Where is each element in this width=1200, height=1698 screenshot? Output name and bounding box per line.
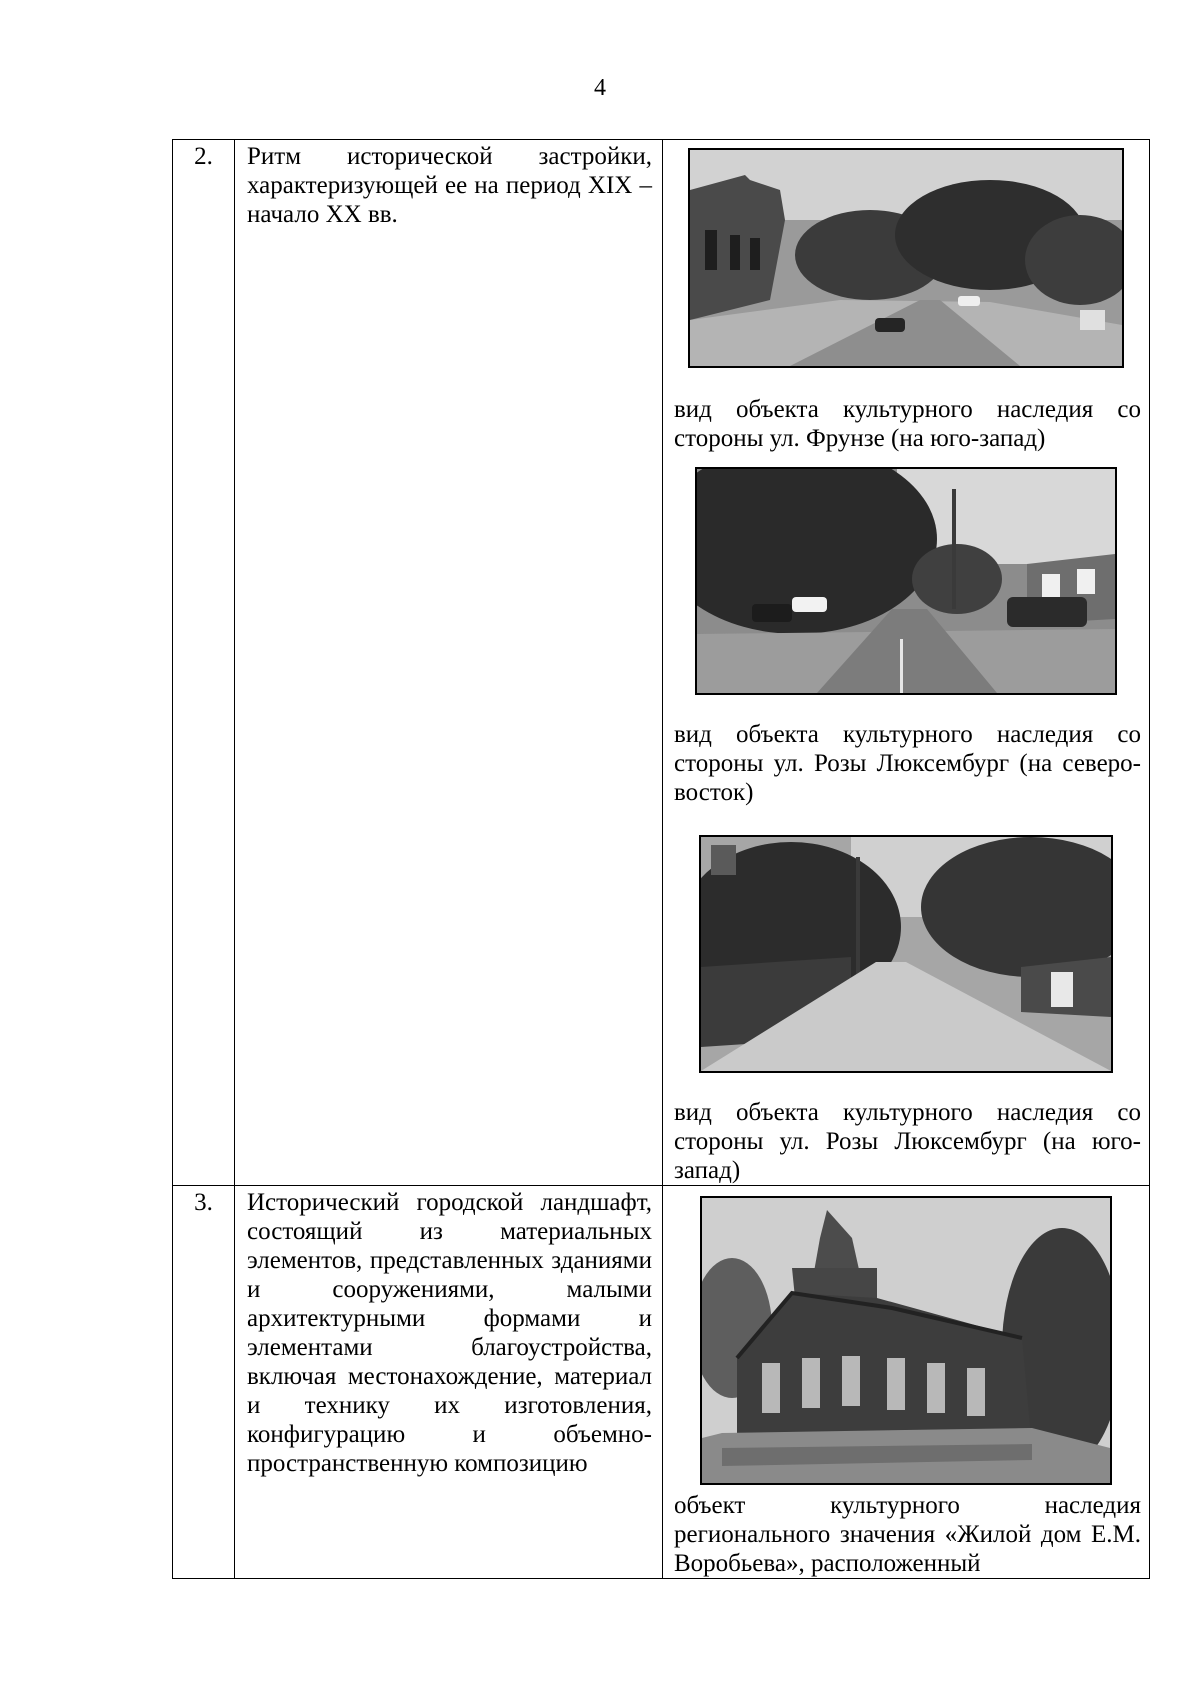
heritage-elements-table (172, 139, 1150, 1579)
photo-caption: вид объекта культурного наследия со стороны ул. Розы Люксембург (на северо-восток) (674, 721, 1141, 806)
row-number: 2. (194, 143, 213, 170)
row-description-cell (235, 140, 663, 1186)
street-photo-frunze-icon (688, 148, 1124, 368)
photo-caption: объект культурного наследия регионального значения «Жилой дом Е.М. Воробьева», расположенный (674, 1492, 1141, 1577)
street-photo-luxemburg-ne-icon (695, 467, 1117, 695)
table-row (173, 1186, 1150, 1579)
building-photo-vorobyev-house-icon (700, 1196, 1112, 1485)
row-photos-cell (663, 1186, 1150, 1579)
row-photos-cell (663, 140, 1150, 1186)
photo-caption: вид объекта культурного наследия со стороны ул. Фрунзе (на юго-запад) (674, 396, 1141, 452)
photo-caption: вид объекта культурного наследия со стороны ул. Розы Люксембург (на юго-запад) (674, 1099, 1141, 1184)
table-row (173, 140, 1150, 1186)
row-number: 3. (194, 1189, 213, 1216)
row-description-cell (235, 1186, 663, 1579)
row-description: Исторический городской ландшафт, состоящий из материальных элементов, представленных зданиями и сооружениями, малыми архитектурными формами и элементами благоустройства, включая местонахождение, материал и технику их изготовления, конфигурацию и объемно-пространственную композицию (247, 1189, 652, 1477)
row-description: Ритм исторической застройки, характеризующей ее на период XIX – начало XX вв. (247, 143, 652, 228)
row-number-cell (173, 140, 235, 1186)
street-photo-luxemburg-sw-icon (699, 835, 1113, 1073)
page-number: 4 (594, 75, 606, 101)
row-number-cell (173, 1186, 235, 1579)
